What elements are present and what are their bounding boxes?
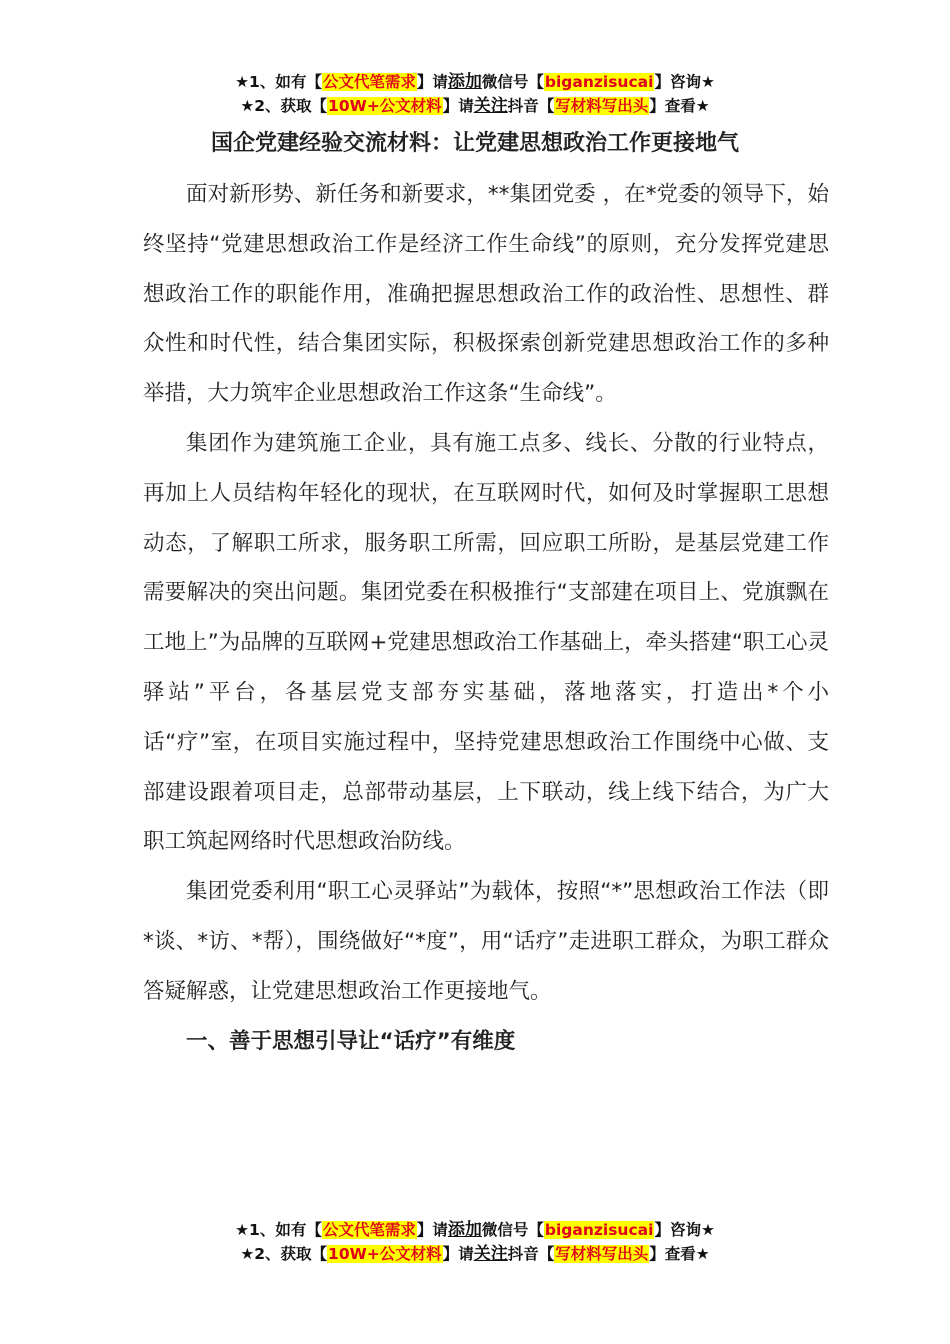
promo-text: ★2、获取【 [240, 97, 328, 115]
promo-highlight-wechat-id: biganzisucai [544, 1221, 654, 1239]
promo-text: 】请 [416, 1221, 448, 1239]
promo-highlight-service: 公文代笔需求 [322, 73, 416, 91]
promo-underline-follow: 关注 [473, 1244, 508, 1264]
promo-text: 】请 [416, 73, 448, 91]
promo-text: 】请 [442, 1245, 474, 1263]
paragraph: 集团作为建筑施工企业，具有施工点多、线长、分散的行业特点，再加上人员结构年轻化的现状，在互联网时代，如何及时掌握职工思想动态，了解职工所求，服务职工所需，回应职工所盼，是基层党建工作需要解决的突出问题。集团党委在积极推行“支部建在项目上、党旗飘在工地上”为品牌的互联网+党建思想政治工作基础上，牵头搭建“职工心灵驿站”平台，各基层党支部夯实基础，落地落实，打造出*个小话“疗”室，在项目实施过程中，坚持党建思想政治工作围绕中心做、支部建设跟着项目走，总部带动基层，上下联动，线上线下结合，为广大职工筑起网络时代思想政治防线。 [143, 430, 829, 855]
promo-text: ★1、如有【 [235, 73, 322, 91]
promo-text: 】查看★ [649, 97, 710, 115]
promo-text: 抖音【 [507, 1245, 555, 1263]
document-body [143, 170, 829, 1066]
promo-highlight-service: 公文代笔需求 [322, 1221, 416, 1239]
promo-underline-add: 添加 [447, 72, 482, 92]
promo-text: 抖音【 [507, 97, 555, 115]
promo-text: 微信号【 [481, 73, 544, 91]
promo-text: 】请 [442, 97, 474, 115]
document-title: 国企党建经验交流材料：让党建思想政治工作更接地气 [210, 131, 739, 156]
promo-text: 】查看★ [649, 1245, 710, 1263]
promo-header [0, 70, 950, 118]
section-heading: 一、善于思想引导让“话疗”有维度 [186, 1028, 516, 1054]
promo-underline-follow: 关注 [473, 96, 508, 116]
promo-line-2 [0, 1242, 950, 1266]
promo-highlight-wechat-id: biganzisucai [544, 73, 654, 91]
promo-text: ★1、如有【 [235, 1221, 322, 1239]
promo-highlight-materials: 10W+公文材料 [328, 1245, 442, 1263]
promo-text: 微信号【 [481, 1221, 544, 1239]
promo-footer [0, 1218, 950, 1266]
promo-line-1 [0, 1218, 950, 1242]
promo-text: 】咨询★ [654, 1221, 715, 1239]
promo-line-1 [0, 70, 950, 94]
promo-underline-add: 添加 [447, 1220, 482, 1240]
promo-text: ★2、获取【 [240, 1245, 328, 1263]
paragraph: 面对新形势、新任务和新要求，**集团党委 ，在*党委的领导下，始终坚持“党建思想政治工作是经济工作生命线”的原则，充分发挥党建思想政治工作的职能作用，准确把握思想政治工作的政治性、思想性、群众性和时代性，结合集团实际，积极探索创新党建思想政治工作的多种举措，大力筑牢企业思想政治工作这条“生命线”。 [143, 182, 829, 407]
promo-highlight-douyin-id: 写材料写出头 [555, 97, 649, 115]
promo-text: 】咨询★ [654, 73, 715, 91]
promo-line-2 [0, 94, 950, 118]
promo-highlight-materials: 10W+公文材料 [328, 97, 442, 115]
promo-highlight-douyin-id: 写材料写出头 [555, 1245, 649, 1263]
paragraph: 集团党委利用“职工心灵驿站”为载体，按照“*”思想政治工作法（即*谈、*访、*帮），围绕做好“*度”，用“话疗”走进职工群众，为职工群众答疑解惑，让党建思想政治工作更接地气。 [143, 879, 829, 1004]
